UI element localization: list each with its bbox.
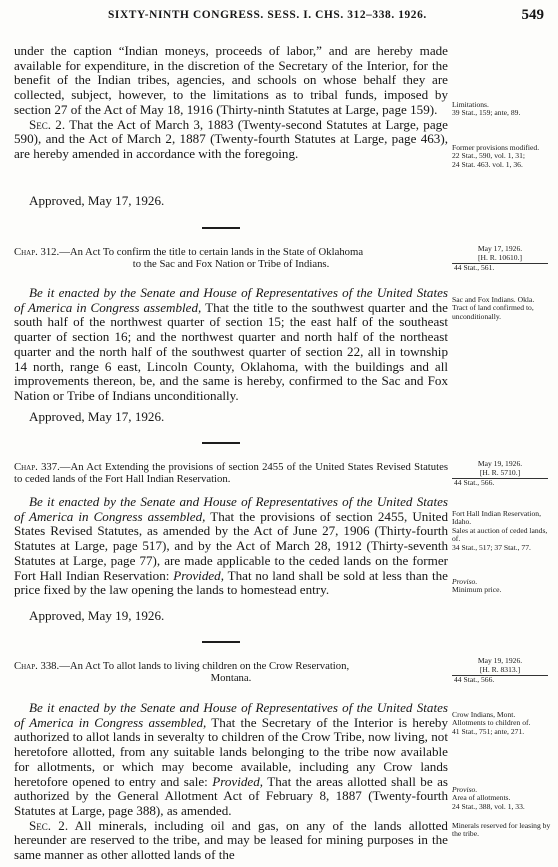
chapter-312-margin-note: Sac and Fox Indians. Okla. Tract of land confirmed to, unconditionally. [452,295,535,321]
chapter-312-bill-ref: May 17, 1926. [H. R. 10610.] 44 Stat., 561. [452,245,548,273]
chapter-337-margin-note: Fort Hall Indian Reservation, Idaho. Sales at auction of ceded lands, of. 34 Stat., 517; 37 Stat., 77. [452,509,548,552]
margin-note-limitations: Limitations. 39 Stat., 159; ante, 89. [452,100,521,118]
chapter-337-title: Chap. 337.—An Act Extending the provisions of section 2455 of the United States Revised Statutes to ceded lands of the Fort Hall Indian Reservation. [14,461,448,485]
chapter-312-approval: Approved, May 17, 1926. [29,409,165,424]
continuation-section-2: Sec. 2. That the Act of March 3, 1883 (Twenty-second Statutes at Large, page 590), and the Act of March 2, 1887 (Twenty-fourth Statutes at Large, page 463), are hereby amended in accordance with the foregoing. [14,116,448,161]
page-header [0,7,558,23]
running-head: SIXTY-NINTH CONGRESS. SESS. I. CHS. 312–338. 1926. [108,9,427,21]
approval-line: Approved, May 17, 1926. [29,193,165,208]
chapter-312-title: Chap. 312.—An Act To confirm the title to certain lands in the State of Oklahoma to the Sac and Fox Nation or Tribe of Indians. [14,246,364,270]
chapter-337-margin-proviso: Proviso. Minimum price. [452,577,502,595]
chapter-337-body: Be it enacted by the Senate and House of Representatives of the United States of America in Congress assembled, That the provisions of section 2455, United States Revised Statutes, as amended by the Act of June 27, 1906 (Thirty-fourth Statutes at Large, page 517), and by the Act of March 28, 1912 (Thirty-seventh Statutes at Large, page 77), are made applicable to the ceded lands on the former Fort Hall Indian Reservation: Provided, That no land shall be sold at less than the price fixed by the law opening the lands to homestead entry. [14,494,448,598]
margin-note-former-provisions: Former provisions modified. 22 Stat., 590, vol. 1, 31; 24 Stat. 463. vol. 1, 36. [452,143,540,169]
section-divider [202,227,240,229]
chapter-337-bill-ref: May 19, 1926. [H. R. 5710.] 44 Stat., 566. [452,460,548,488]
section-divider [202,442,240,444]
chapter-337-approval: Approved, May 19, 1926. [29,608,165,623]
chapter-338-margin-note: Crow Indians, Mont. Allotments to children of. 41 Stat., 751; ante, 271. [452,710,531,736]
chapter-338-margin-minerals: Minerals reserved for leasing by the tribe. [452,821,551,839]
chapter-338-bill-ref: May 19, 1926. [H. R. 8313.] 44 Stat., 566. [452,657,548,685]
page-number: 549 [521,7,544,23]
chapter-338-body: Be it enacted by the Senate and House of Representatives of the United States of America in Congress assembled, That the Secretary of the Interior is hereby authorized to allot lands in severalty to children of the Crow Tribe, now living, not heretofore allotted, from any suitable lands belonging to the tribe now available for allotments, or which may become available, including any Crow lands heretofore opened to entry and sale: Provided, That the areas allotted shall be as authorized by the General Allotment Act of February 8, 1887 (Twenty-fourth Statutes at Large, page 388), as amended. Sec. 2. All minerals, including oil and gas, on any of the lands allotted hereunder are reserved to the tribe, and may be leased for mining purposes in the same manner as other allotted lands of the [14,700,449,863]
chapter-338-section-2: Sec. 2. All minerals, including oil and gas, on any of the lands allotted hereunder are reserved to the tribe, and may be leased for mining purposes in the same manner as other allotted lands of the [14,817,448,863]
chapter-312-body: Be it enacted by the Senate and House of Representatives of the United States of America in Congress assembled, That the title to the southwest quarter and the south half of the northwest quarter of section 15; the east half of the southeast quarter of section 16; and the northwest quarter and north half of the northeast quarter and the north half of the southwest quarter of section 22, all in township 14 north, range 6 east, Lincoln County, Oklahoma, with the buildings and all improvements thereon, be, and the same is hereby, confirmed to the Sac and Fox Nation or Tribe of Indians unconditionally. [14,285,448,403]
continuation-paragraph: under the caption “Indian moneys, proceeds of labor,” and are hereby made available for expenditure, in the discretion of the Secretary of the Interior, for the benefit of the Indian tribes, agencies, and schools on whose behalf they are collected, subject, however, to the limitations as to tribal funds, imposed by section 27 of the Act of May 18, 1916 (Thirty-ninth Statutes at Large, page 159). Sec. 2. That the Act of March 3, 1883 (Twenty-second Statutes at Large, page 590), and the Act of March 2, 1887 (Twenty-fourth Statutes at Large, page 463), are hereby amended in accordance with the foregoing. [14,43,448,161]
chapter-338-margin-proviso: Proviso. Area of allotments. 24 Stat., 388, vol. 1, 33. [452,785,525,811]
chapter-338-title: Chap. 338.—An Act To allot lands to living children on the Crow Reservation, Montana. [14,660,350,684]
section-divider [202,641,240,643]
